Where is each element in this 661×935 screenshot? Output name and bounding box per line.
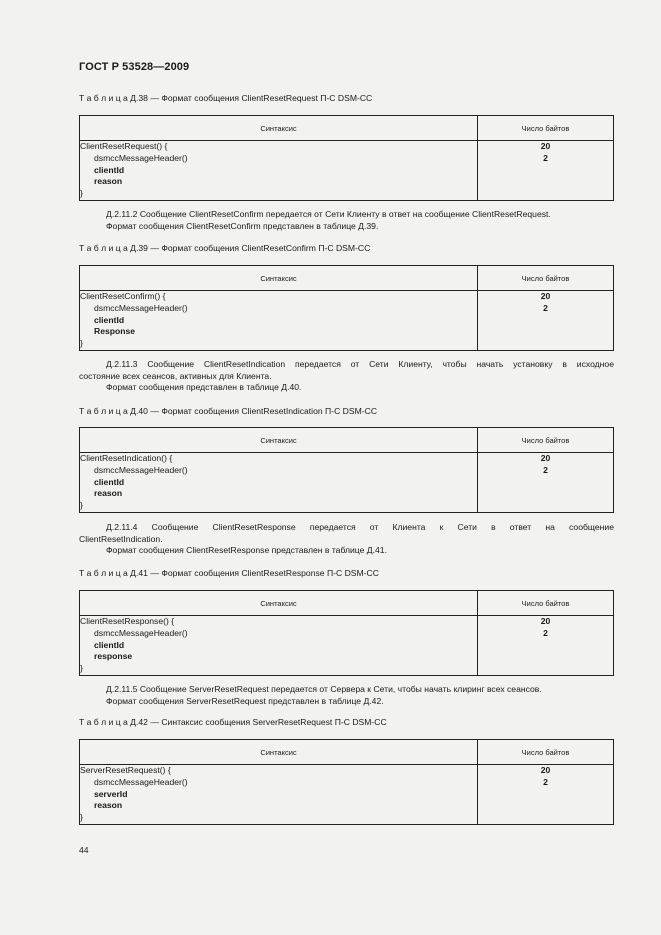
paragraph-line: Формат сообщения ServerResetRequest представлен в таблице Д.42. bbox=[106, 695, 384, 706]
column-header-syntax: Синтаксис bbox=[80, 428, 478, 453]
paragraph-line: Д.2.11.5 Сообщение ServerResetRequest передается от Сервера к Сети, чтобы начать клиринг всех сеансов. bbox=[106, 684, 542, 694]
syntax-header-call: dsmccMessageHeader() bbox=[94, 627, 188, 638]
syntax-open: ClientResetConfirm() { bbox=[80, 291, 166, 301]
table-d40 bbox=[79, 427, 614, 513]
bytes-cell bbox=[478, 291, 614, 351]
syntax-open: ClientResetRequest() { bbox=[80, 141, 168, 151]
syntax-header-call: dsmccMessageHeader() bbox=[94, 152, 188, 163]
table-d42 bbox=[79, 739, 614, 825]
paragraph-line: Формат сообщения ClientResetConfirm представлен в таблице Д.39. bbox=[106, 220, 379, 231]
column-header-syntax: Синтаксис bbox=[80, 591, 478, 616]
byte-count: 2 bbox=[543, 464, 548, 475]
bytes-cell bbox=[478, 616, 614, 676]
paragraph-line: состояние всех сеансов, активных для Клиента. bbox=[79, 370, 272, 381]
column-header-syntax: Синтаксис bbox=[80, 740, 478, 765]
syntax-field: clientId bbox=[94, 164, 125, 175]
column-header-bytes: Число байтов bbox=[478, 740, 614, 765]
syntax-close: } bbox=[80, 188, 83, 199]
table-caption-d42: Т а б л и ц а Д.42 — Синтаксис сообщения ServerResetRequest П-С DSM-CC bbox=[79, 717, 387, 727]
syntax-field: clientId bbox=[94, 476, 125, 487]
syntax-open: ServerResetRequest() { bbox=[80, 765, 171, 775]
paragraph-line: Формат сообщения представлен в таблице Д.40. bbox=[106, 382, 302, 393]
paragraph-line: Д.2.11.2 Сообщение ClientResetConfirm передается от Сети Клиенту в ответ на сообщение ClientResetRequest. bbox=[106, 209, 551, 219]
paragraph-line: ClientResetIndication. bbox=[79, 533, 163, 544]
paragraph-line: Формат сообщения ClientResetResponse представлен в таблице Д.41. bbox=[106, 545, 387, 556]
syntax-header-call: dsmccMessageHeader() bbox=[94, 776, 188, 787]
paragraph-line: Д.2.11.4 Сообщение ClientResetResponse передается от Клиента к Сети в ответ на сообщение bbox=[106, 522, 614, 532]
bytes-cell bbox=[478, 765, 614, 825]
byte-count: 2 bbox=[543, 776, 548, 787]
syntax-close: } bbox=[80, 338, 83, 349]
table-caption-d40: Т а б л и ц а Д.40 — Формат сообщения ClientResetIndication П-С DSM-CC bbox=[79, 406, 378, 416]
syntax-cell bbox=[80, 765, 478, 825]
syntax-cell bbox=[80, 453, 478, 513]
column-header-syntax: Синтаксис bbox=[80, 266, 478, 291]
paragraph-d2-11-2 bbox=[79, 209, 614, 232]
bytes-cell bbox=[478, 453, 614, 513]
table-caption-d39: Т а б л и ц а Д.39 — Формат сообщения ClientResetConfirm П-С DSM-CC bbox=[79, 243, 371, 253]
column-header-bytes: Число байтов bbox=[478, 591, 614, 616]
byte-count: 2 bbox=[543, 302, 548, 313]
table-d41 bbox=[79, 590, 614, 676]
syntax-open: ClientResetIndication() { bbox=[80, 453, 173, 463]
paragraph-d2-11-3 bbox=[79, 359, 614, 394]
syntax-field: clientId bbox=[94, 314, 125, 325]
byte-count: 20 bbox=[540, 765, 551, 775]
syntax-open: ClientResetResponse() { bbox=[80, 616, 175, 626]
syntax-close: } bbox=[80, 663, 83, 674]
column-header-bytes: Число байтов bbox=[478, 116, 614, 141]
syntax-cell bbox=[80, 141, 478, 201]
syntax-header-call: dsmccMessageHeader() bbox=[94, 464, 188, 475]
page-number: 44 bbox=[79, 845, 89, 855]
syntax-field: reason bbox=[94, 176, 123, 187]
syntax-field: Response bbox=[94, 326, 136, 337]
table-d38 bbox=[79, 115, 614, 201]
bytes-cell bbox=[478, 141, 614, 201]
column-header-bytes: Число байтов bbox=[478, 266, 614, 291]
document-header: ГОСТ Р 53528—2009 bbox=[79, 61, 190, 73]
syntax-header-call: dsmccMessageHeader() bbox=[94, 302, 188, 313]
syntax-field: serverId bbox=[94, 788, 128, 799]
paragraph-d2-11-5 bbox=[79, 684, 614, 707]
syntax-close: } bbox=[80, 500, 83, 511]
byte-count: 20 bbox=[540, 291, 551, 301]
syntax-cell bbox=[80, 291, 478, 351]
table-d39 bbox=[79, 265, 614, 351]
column-header-syntax: Синтаксис bbox=[80, 116, 478, 141]
byte-count: 2 bbox=[543, 627, 548, 638]
byte-count: 20 bbox=[540, 616, 551, 626]
table-caption-d38: Т а б л и ц а Д.38 — Формат сообщения ClientResetRequest П-С DSM-CC bbox=[79, 93, 373, 103]
byte-count: 2 bbox=[543, 152, 548, 163]
byte-count: 20 bbox=[540, 141, 551, 151]
syntax-cell bbox=[80, 616, 478, 676]
syntax-close: } bbox=[80, 812, 83, 823]
paragraph-d2-11-4 bbox=[79, 522, 614, 557]
table-caption-d41: Т а б л и ц а Д.41 — Формат сообщения ClientResetResponse П-С DSM-CC bbox=[79, 568, 379, 578]
paragraph-line: Д.2.11.3 Сообщение ClientResetIndication передается от Сети Клиенту, чтобы начать установку в исходное bbox=[106, 359, 614, 369]
column-header-bytes: Число байтов bbox=[478, 428, 614, 453]
syntax-field: response bbox=[94, 651, 133, 662]
byte-count: 20 bbox=[540, 453, 551, 463]
syntax-field: reason bbox=[94, 488, 123, 499]
syntax-field: reason bbox=[94, 800, 123, 811]
syntax-field: clientId bbox=[94, 639, 125, 650]
